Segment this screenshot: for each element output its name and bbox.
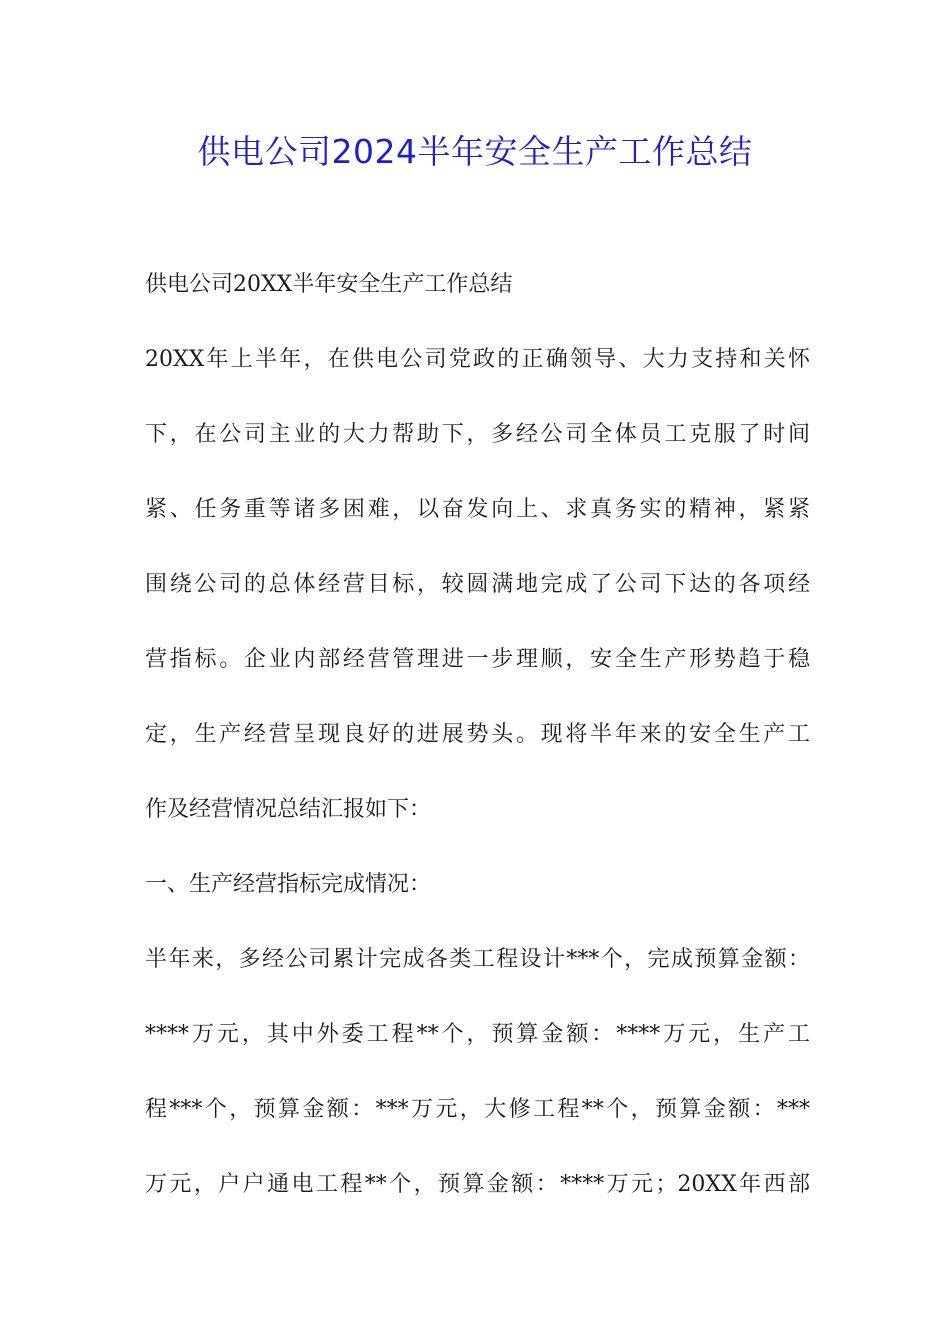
paragraph-1-line-5: 营指标。企业内部经营管理进一步理顺，安全生产形势趋于稳 [145, 647, 810, 672]
paragraph-1-line-7: 作及经营情况总结汇报如下： [145, 797, 432, 822]
paragraph-2-line-3: 程***个，预算金额：***万元，大修工程**个，预算金额：*** [145, 1097, 810, 1122]
paragraph-2-line-1: 半年来，多经公司累计完成各类工程设计***个，完成预算金额： [145, 947, 810, 972]
document-title: 供电公司2024半年安全生产工作总结 [197, 132, 753, 171]
paragraph-1-line-3: 紧、任务重等诸多困难，以奋发向上、求真务实的精神，紧紧 [145, 497, 810, 522]
paragraph-1-line-2: 下，在公司主业的大力帮助下，多经公司全体员工克服了时间 [145, 422, 810, 447]
paragraph-2-line-2: ****万元，其中外委工程**个，预算金额：****万元，生产工 [145, 1022, 810, 1047]
document-subtitle: 供电公司20XX半年安全生产工作总结 [145, 272, 513, 297]
paragraph-1-line-1: 20XX年上半年，在供电公司党政的正确领导、大力支持和关怀 [145, 347, 810, 372]
paragraph-1-line-4: 围绕公司的总体经营目标，较圆满地完成了公司下达的各项经 [145, 572, 810, 597]
section-1-heading: 一、生产经营指标完成情况： [145, 872, 432, 897]
paragraph-2-line-4: 万元，户户通电工程**个，预算金额：****万元；20XX年西部 [145, 1172, 810, 1197]
paragraph-1-line-6: 定，生产经营呈现良好的进展势头。现将半年来的安全生产工 [145, 722, 810, 747]
